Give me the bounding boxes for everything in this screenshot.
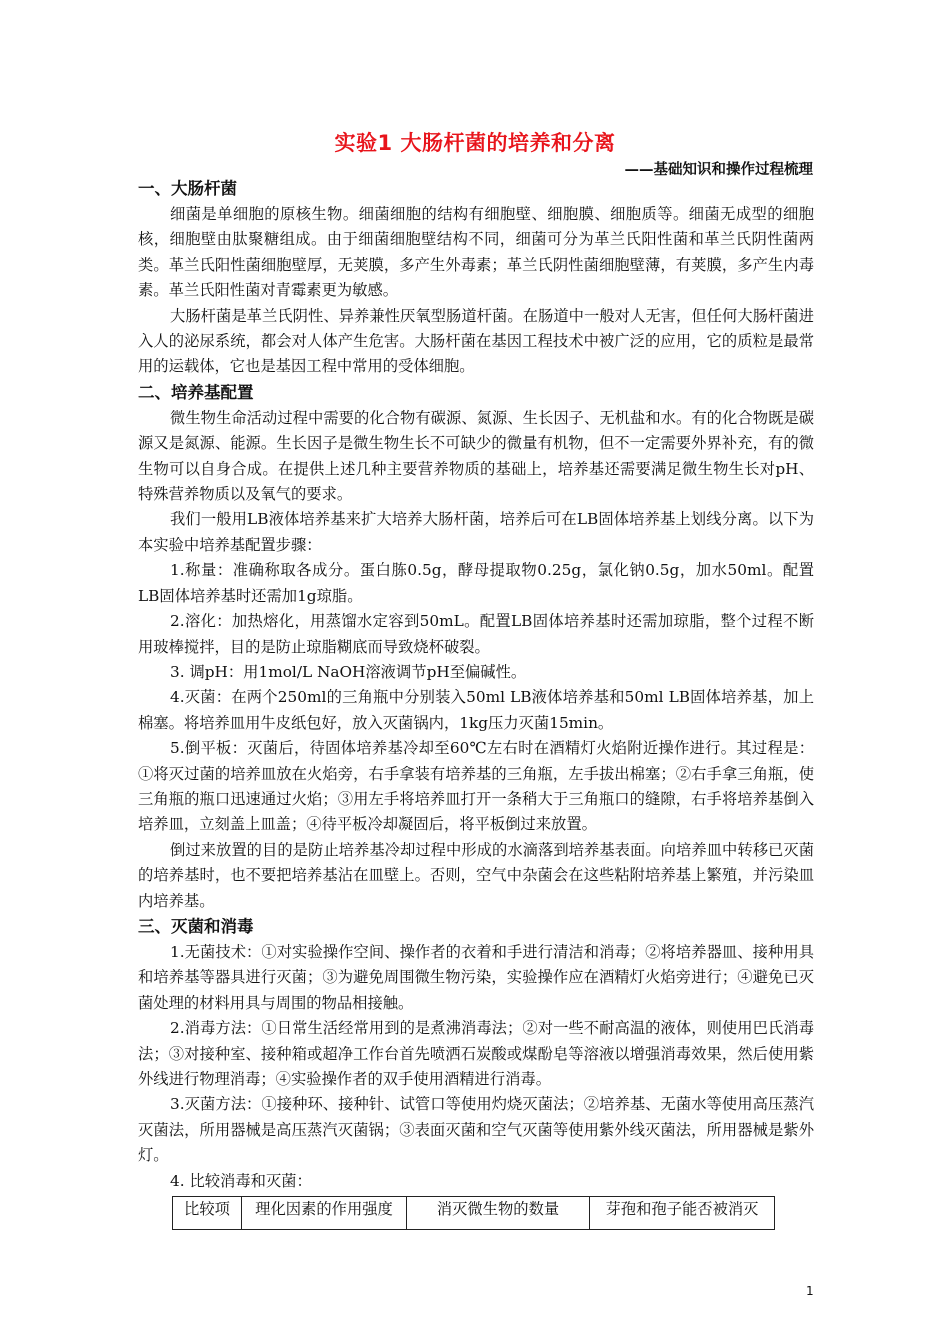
page-title: 实验1 大肠杆菌的培养和分离	[334, 131, 616, 155]
page-subtitle: ——基础知识和操作过程梳理	[624, 162, 813, 178]
paragraph: 3.灭菌方法：①接种环、接种针、试管口等使用灼烧灭菌法；②培养基、无菌水等使用高压蒸汽灭菌法，所用器械是高压蒸汽灭菌锅；③表面灭菌和空气灭菌等使用紫外线灭菌法，所用器械是紫外灯。	[138, 1095, 814, 1165]
paragraph: 2.消毒方法：①日常生活经常用到的是煮沸消毒法；②对一些不耐高温的液体，则使用巴氏消毒法；③对接种室、接种箱或超净工作台首先喷洒石炭酸或煤酚皂等溶液以增强消毒效果，然后使用紫外线进行物理消毒；④实验操作者的双手使用酒精进行消毒。	[138, 1019, 814, 1088]
paragraph: 5.倒平板：灭菌后，待固体培养基冷却至60℃左右时在酒精灯火焰附近操作进行。其过程是：①将灭过菌的培养皿放在火焰旁，右手拿装有培养基的三角瓶，左手拔出棉塞；②右手拿三角瓶，使三角瓶的瓶口迅速通过火焰；③用左手将培养皿打开一条稍大于三角瓶口的缝隙，右手将培养基倒入培养皿，立刻盖上皿盖；④待平板冷却凝固后，将平板倒过来放置。	[138, 739, 814, 834]
paragraph: 微生物生命活动过程中需要的化合物有碳源、氮源、生长因子、无机盐和水。有的化合物既是碳源又是氮源、能源。生长因子是微生物生长不可缺少的微量有机物，但不一定需要外界补充，有的微生物可以自身合成。在提供上述几种主要营养物质的基础上，培养基还需要满足微生物生长对pH、特殊营养物质以及氧气的要求。	[138, 408, 814, 504]
table-header-cell: 芽孢和孢子能否被消灭	[590, 1197, 775, 1230]
section-heading-1: 一、大肠杆菌	[138, 179, 237, 198]
document-body	[138, 176, 814, 1230]
paragraph: 我们一般用LB液体培养基来扩大培养大肠杆菌，培养后可在LB固体培养基上划线分离。以下为本实验中培养基配置步骤：	[138, 510, 814, 554]
paragraph: 4. 比较消毒和灭菌：	[170, 1171, 312, 1190]
table-header-row	[173, 1197, 775, 1230]
paragraph: 大肠杆菌是革兰氏阴性、异养兼性厌氧型肠道杆菌。在肠道中一般对人无害，但任何大肠杆菌进入人的泌尿系统，都会对人体产生危害。大肠杆菌在基因工程技术中被广泛的应用，它的质粒是最常用的运载体，它也是基因工程中常用的受体细胞。	[138, 306, 814, 376]
paragraph: 4.灭菌：在两个250ml的三角瓶中分别装入50ml LB液体培养基和50ml LB固体培养基，加上棉塞。将培养皿用牛皮纸包好，放入灭菌锅内，1kg压力灭菌15min。	[138, 688, 814, 732]
paragraph: 倒过来放置的目的是防止培养基冷却过程中形成的水滴落到培养基表面。向培养皿中转移已灭菌的培养基时，也不要把培养基沾在皿壁上。否则，空气中杂菌会在这些粘附培养基上繁殖，并污染皿内培养基。	[138, 840, 814, 910]
paragraph: 1.称量：准确称取各成分。蛋白胨0.5g，酵母提取物0.25g，氯化钠0.5g，加水50ml。配置LB固体培养基时还需加1g琼脂。	[138, 561, 814, 605]
paragraph: 细菌是单细胞的原核生物。细菌细胞的结构有细胞壁、细胞膜、细胞质等。细菌无成型的细胞核，细胞壁由肽聚糖组成。由于细菌细胞壁结构不同，细菌可分为革兰氏阳性菌和革兰氏阴性菌两类。革兰氏阳性菌细胞壁厚，无荚膜，多产生外毒素；革兰氏阴性菌细胞壁薄，有荚膜，多产生内毒素。革兰氏阳性菌对青霉素更为敏感。	[138, 205, 814, 300]
paragraph: 2.溶化：加热熔化，用蒸馏水定容到50mL。配置LB固体培养基时还需加琼脂，整个过程不断用玻棒搅拌，目的是防止琼脂糊底而导致烧杯破裂。	[138, 612, 814, 656]
table-header-cell: 理化因素的作用强度	[242, 1197, 407, 1230]
comparison-table	[172, 1196, 775, 1230]
table-header-cell: 比较项	[173, 1197, 242, 1230]
page-number: 1	[806, 1284, 814, 1298]
section-heading-3: 三、灭菌和消毒	[138, 916, 254, 936]
paragraph: 1.无菌技术：①对实验操作空间、操作者的衣着和手进行清洁和消毒；②将培养器皿、接种用具和培养基等器具进行灭菌；③为避免周围微生物污染，实验操作应在酒精灯火焰旁进行；④避免已灭菌处理的材料用具与周围的物品相接触。	[138, 942, 814, 1012]
section-heading-2: 二、培养基配置	[138, 382, 254, 402]
paragraph: 3. 调pH：用1mol/L NaOH溶液调节pH至偏碱性。	[170, 662, 527, 681]
table-header-cell: 消灭微生物的数量	[407, 1197, 590, 1230]
